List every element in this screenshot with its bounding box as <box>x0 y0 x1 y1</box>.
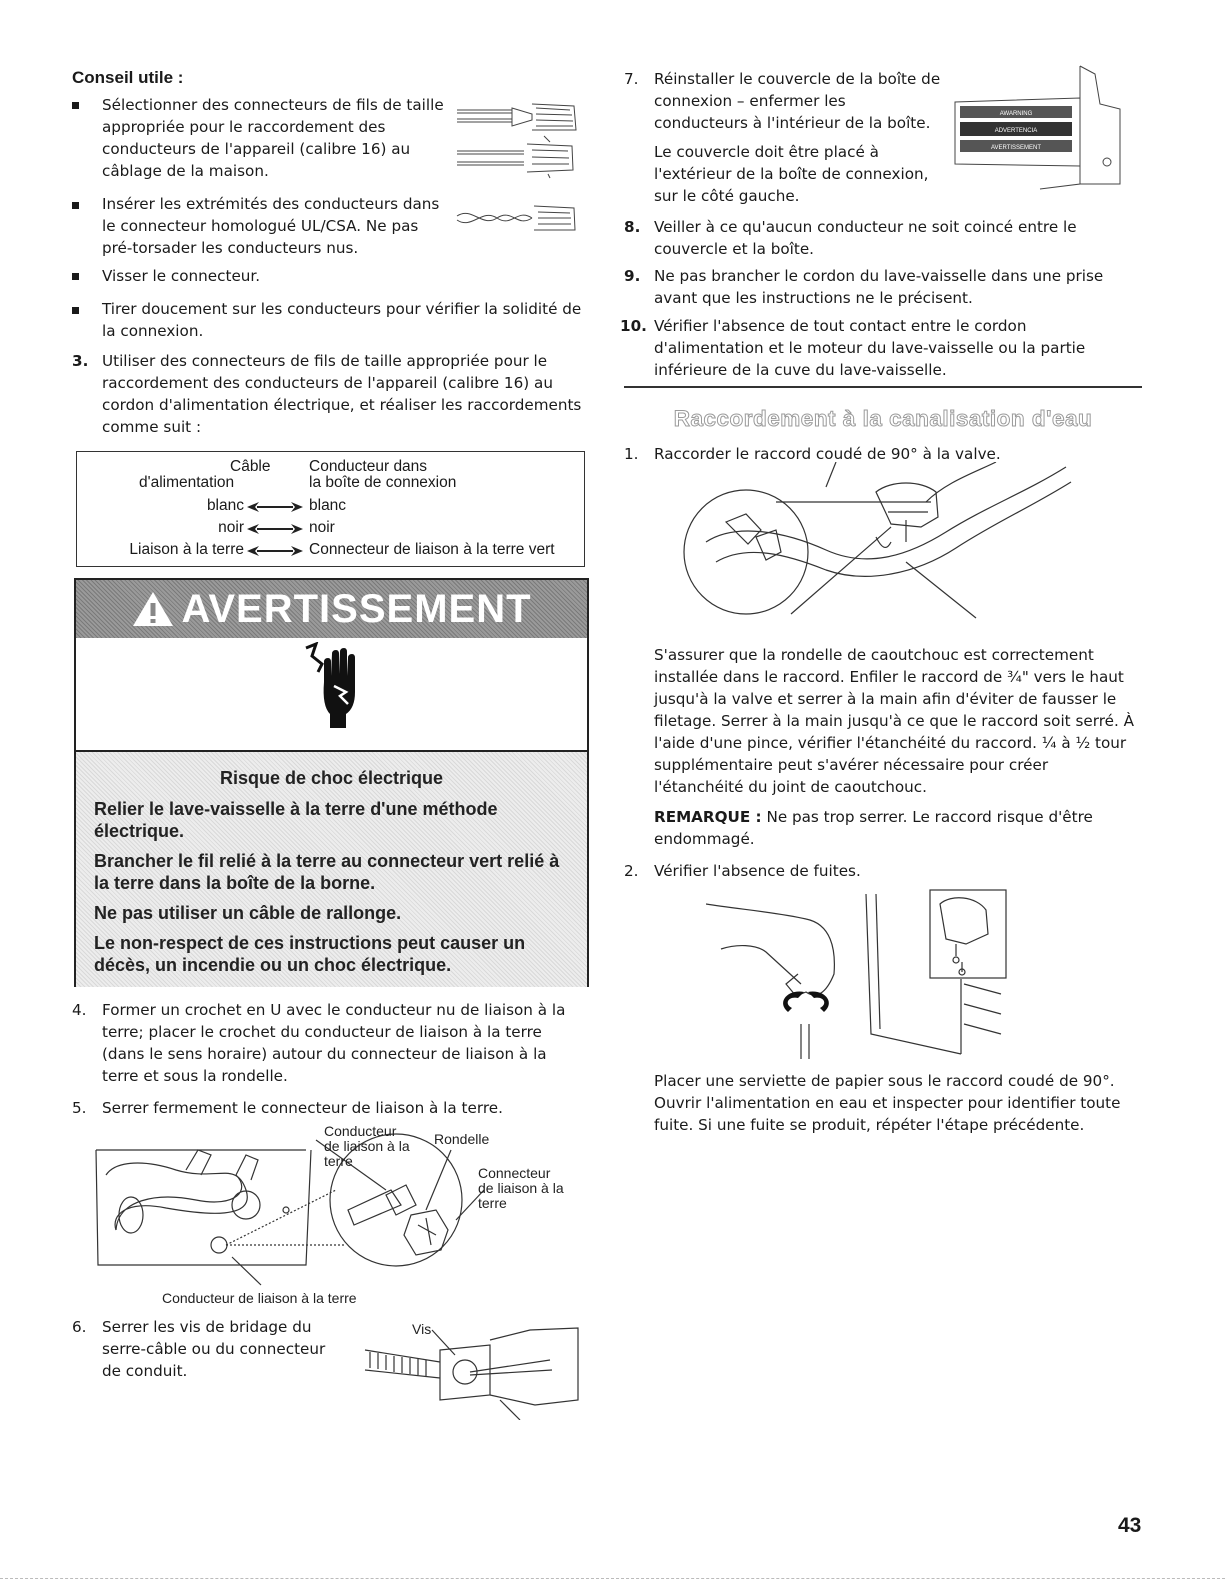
row-right-blanc: blanc <box>309 497 347 514</box>
tip-bullet-4: Tirer doucement sur les conducteurs pour vérifier la solidité de la connexion. <box>102 300 582 340</box>
warning-hazard: Risque de choc électrique <box>219 768 444 788</box>
row-left-terre: Liaison à la terre <box>129 541 244 558</box>
step-7-number: 7. <box>624 70 639 88</box>
double-arrow-icon <box>247 524 303 534</box>
fig7-label-warning: AWARNING <box>999 111 1033 117</box>
water-step-1-text: Raccorder le raccord coudé de 90° à la valve. <box>654 445 1001 463</box>
step-3-number: 3. <box>72 352 89 370</box>
col1-header-line1: Câble <box>230 458 271 475</box>
tip-bullet-2: Insérer les extrémités des conducteurs dans le connecteur homologué UL/CSA. Ne pas pré-torsader les conducteurs nus. <box>102 195 440 257</box>
step-3-text: Utiliser des connecteurs de fils de taille appropriée pour le raccordement des conducteurs de l'appareil (calibre 16) au cordon d'alimentation électrique, et réaliser les raccordements comme suit : <box>102 352 582 436</box>
step-10-text: Vérifier l'absence de tout contact entre le cordon d'alimentation et le moteur du lave-vaisselle ou la partie inférieure de la cuve du lave-vaisselle. <box>654 317 1086 379</box>
row-right-terre: Connecteur de liaison à la terre vert <box>309 541 555 558</box>
step-9-number: 9. <box>624 267 641 285</box>
warning-box <box>74 578 589 987</box>
col2-header-line2: la boîte de connexion <box>309 474 457 491</box>
step-4-text: Former un crochet en U avec le conducteur nu de liaison à la terre; placer le crochet du conducteur de liaison à la terre (dans le sens horaire) autour du connecteur de liaison à la terre et sous la rondelle. <box>102 1001 566 1085</box>
section-divider <box>624 386 1142 388</box>
row-right-noir: noir <box>309 519 335 536</box>
note <box>654 806 1124 850</box>
step-7-text: Réinstaller le couvercle de la boîte de connexion – enfermer les conducteurs à l'intérieur de la boîte. <box>654 70 941 132</box>
water-step-1-paragraph: S'assurer que la rondelle de caoutchouc est correctement installée dans le raccord. Enfiler le raccord de ¾" vers le haut jusqu'à la valve et serrer à la main afin d'éviter de fausser le filetage. Serrer à la main jusqu'à ce que le raccord soit serré. À l'aide d'une pince, vérifier l'étanchéité du raccord. ¼ à ½ tour supplémentaire peut s'avérer nécessaire pour créer l'étanchéité du joint de caoutchouc. <box>654 646 1134 796</box>
water-step-1-number: 1. <box>624 445 639 463</box>
water-step-2-paragraph: Placer une serviette de papier sous le raccord coudé de 90°. Ouvrir l'alimentation en eau et inspecter pour identifier toute fuite. Si une fuite se produit, répéter l'étape précédente. <box>654 1072 1121 1134</box>
leak-check-illustration <box>706 884 1018 1064</box>
step-6-number: 6. <box>72 1318 87 1336</box>
bullet-icon <box>72 102 79 109</box>
tip-bullet-3: Visser le connecteur. <box>102 267 261 285</box>
col2-header-line1: Conducteur dans <box>309 458 428 475</box>
tip-title: Conseil utile : <box>72 68 184 87</box>
warning-line-3: Ne pas utiliser un câble de rallonge. <box>94 903 402 923</box>
step-7b-text: Le couvercle doit être placé à l'extérieur de la boîte de connexion, sur le côté gauche. <box>654 143 929 205</box>
step-6-text: Serrer les vis de bridage du serre-câble ou du connecteur de conduit. <box>102 1318 326 1380</box>
note-label: REMARQUE : <box>654 808 762 826</box>
step-9-text: Ne pas brancher le cordon du lave-vaisselle dans une prise avant que les instructions ne le précisent. <box>654 267 1104 307</box>
step-5-text: Serrer fermement le connecteur de liaison à la terre. <box>102 1099 503 1117</box>
elbow-fitting-illustration <box>676 462 1076 638</box>
fig5-label-washer: Rondelle <box>434 1131 490 1147</box>
fig5-label-connector: Connecteur de liaison à la terre <box>478 1165 564 1211</box>
fig7-label-avertissement: AVERTISSEMENT <box>990 145 1042 151</box>
double-arrow-icon <box>247 502 303 512</box>
warning-header <box>76 580 587 638</box>
warning-triangle-icon <box>131 590 175 628</box>
double-arrow-icon <box>247 546 303 556</box>
fig7-label-advertencia: ADVERTENCIA <box>994 128 1038 134</box>
warning-text-area <box>76 750 587 987</box>
row-left-blanc: blanc <box>206 497 244 514</box>
water-step-2-text: Vérifier l'absence de fuites. <box>654 862 861 880</box>
tip-bullet-1: Sélectionner des connecteurs de fils de taille appropriée pour le raccordement des conducteurs de l'appareil (calibre 16) au câblage de la maison. <box>102 96 444 180</box>
cable-clamp-illustration <box>360 1320 590 1420</box>
bullet-icon <box>72 273 79 280</box>
fig5-label-conductor: Conducteur de liaison à la terre <box>324 1123 410 1169</box>
junction-box-cover-illustration <box>950 64 1135 194</box>
wire-connection-table <box>76 451 585 567</box>
col1-header-line2: d'alimentation <box>139 474 235 491</box>
warning-title: AVERTISSEMENT <box>181 586 532 631</box>
step-10-number: 10. <box>620 317 647 335</box>
wire-connector-illustration <box>452 96 592 236</box>
bullet-icon <box>72 202 79 209</box>
step-8-text: Veiller à ce qu'aucun conducteur ne soit coincé entre le couvercle et la boîte. <box>654 218 1077 258</box>
section-title: Raccordement à la canalisation d'eau <box>673 406 1093 431</box>
electric-shock-hand-icon <box>302 642 372 732</box>
warning-line-4: Le non-respect de ces instructions peut causer un décès, un incendie ou un choc électrique. <box>94 933 526 975</box>
step-8-number: 8. <box>624 218 641 236</box>
fig6-label-screw: Vis <box>412 1321 432 1337</box>
fig5-label-bottom: Conducteur de liaison à la terre <box>162 1290 357 1306</box>
bullet-icon <box>72 307 79 314</box>
warning-line-2: Brancher le fil relié à la terre au connecteur vert relié à la terre dans la boîte de la borne. <box>94 851 560 893</box>
page-number: 43 <box>1118 1514 1142 1537</box>
note-text: Ne pas trop serrer. Le raccord risque d'être endommagé. <box>654 808 1093 848</box>
bottom-edge-line <box>0 1578 1225 1580</box>
warning-line-1: Relier le lave-vaisselle à la terre d'une méthode électrique. <box>94 799 498 841</box>
water-step-2-number: 2. <box>624 862 639 880</box>
row-left-noir: noir <box>218 519 244 536</box>
step-4-number: 4. <box>72 1001 87 1019</box>
step-5-number: 5. <box>72 1099 87 1117</box>
